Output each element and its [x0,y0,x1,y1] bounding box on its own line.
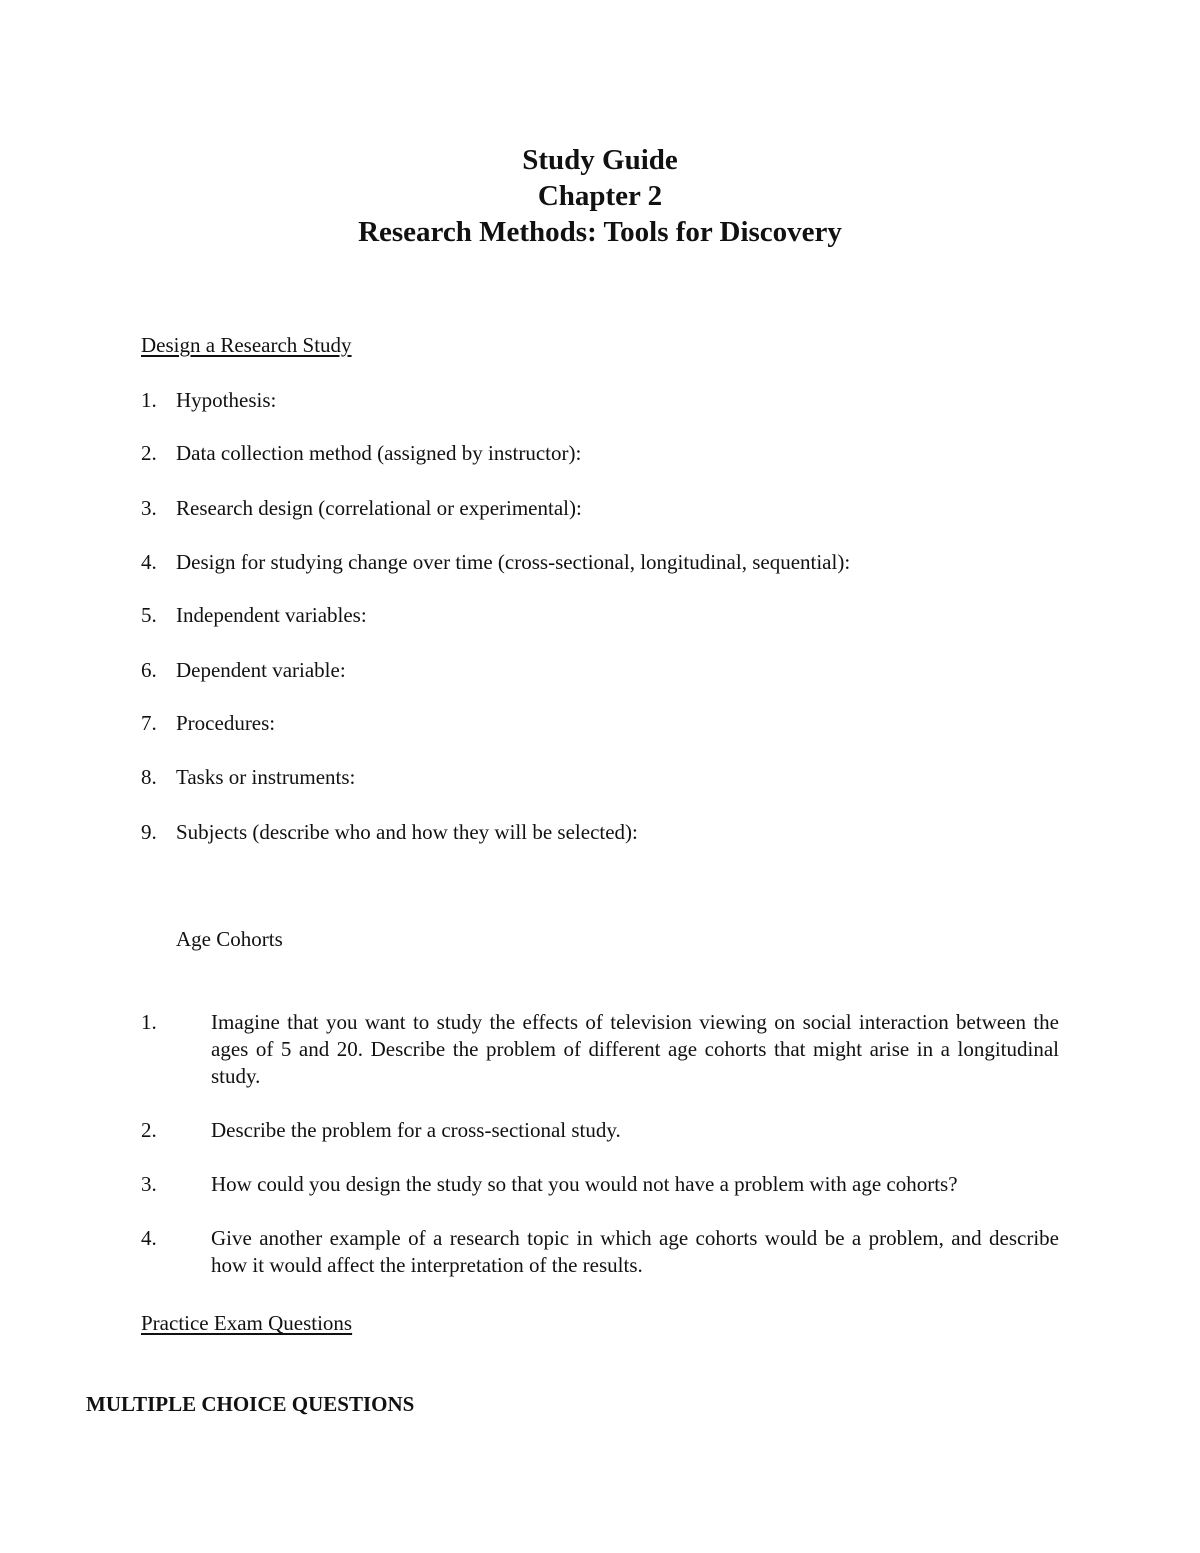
item-number: 9. [141,820,157,844]
design-list-item [141,549,1121,576]
item-number: 7. [141,711,157,735]
cohorts-section-heading: Age Cohorts [176,927,283,951]
cohort-question [141,1225,1059,1279]
item-text: Design for studying change over time (cross-sectional, longitudinal, sequential): [176,550,851,574]
question-text: Give another example of a research topic in which age cohorts would be a problem, and describe how it would affect the interpretation of the results. [211,1226,1059,1277]
item-text: Hypothesis: [176,388,277,412]
design-list-item [141,602,1121,629]
item-number: 5. [141,603,157,627]
question-number: 2. [141,1118,157,1142]
cohort-question [141,1117,1059,1144]
title-line-2: Chapter 2 [537,180,663,212]
design-list-item [141,387,1121,414]
item-number: 1. [141,388,157,412]
practice-exam-heading: Practice Exam Questions [141,1311,353,1335]
item-text: Tasks or instruments: [176,765,356,789]
item-number: 8. [141,765,157,789]
design-list-item [141,495,1121,522]
title-line-3: Research Methods: Tools for Discovery [358,216,842,248]
item-number: 4. [141,550,157,574]
design-list-item [141,710,1121,737]
item-text: Dependent variable: [176,658,346,682]
cohort-question [141,1171,1059,1198]
item-number: 3. [141,496,157,520]
item-number: 2. [141,441,157,465]
item-number: 6. [141,658,157,682]
multiple-choice-heading: MULTIPLE CHOICE QUESTIONS [86,1392,415,1416]
design-list-item [141,440,1121,467]
question-number: 3. [141,1172,157,1196]
question-text: How could you design the study so that you would not have a problem with age cohorts? [211,1172,958,1196]
question-number: 1. [141,1010,157,1034]
item-text: Research design (correlational or experimental): [176,496,582,520]
document-title [0,142,1200,250]
question-text: Describe the problem for a cross-sectional study. [211,1118,621,1142]
design-list-item [141,764,1121,791]
question-text: Imagine that you want to study the effects of television viewing on social interaction between the ages of 5 and 20. Describe the problem of different age cohorts that might arise in a longitudinal study. [211,1010,1059,1088]
item-text: Subjects (describe who and how they will be selected): [176,820,638,844]
item-text: Procedures: [176,711,276,735]
title-line-1: Study Guide [522,144,678,176]
item-text: Data collection method (assigned by instructor): [176,441,582,465]
cohort-question [141,1009,1059,1090]
design-list-item [141,819,1121,846]
item-text: Independent variables: [176,603,367,627]
question-number: 4. [141,1226,157,1250]
design-list-item [141,657,1121,684]
design-section-heading: Design a Research Study [141,333,352,357]
